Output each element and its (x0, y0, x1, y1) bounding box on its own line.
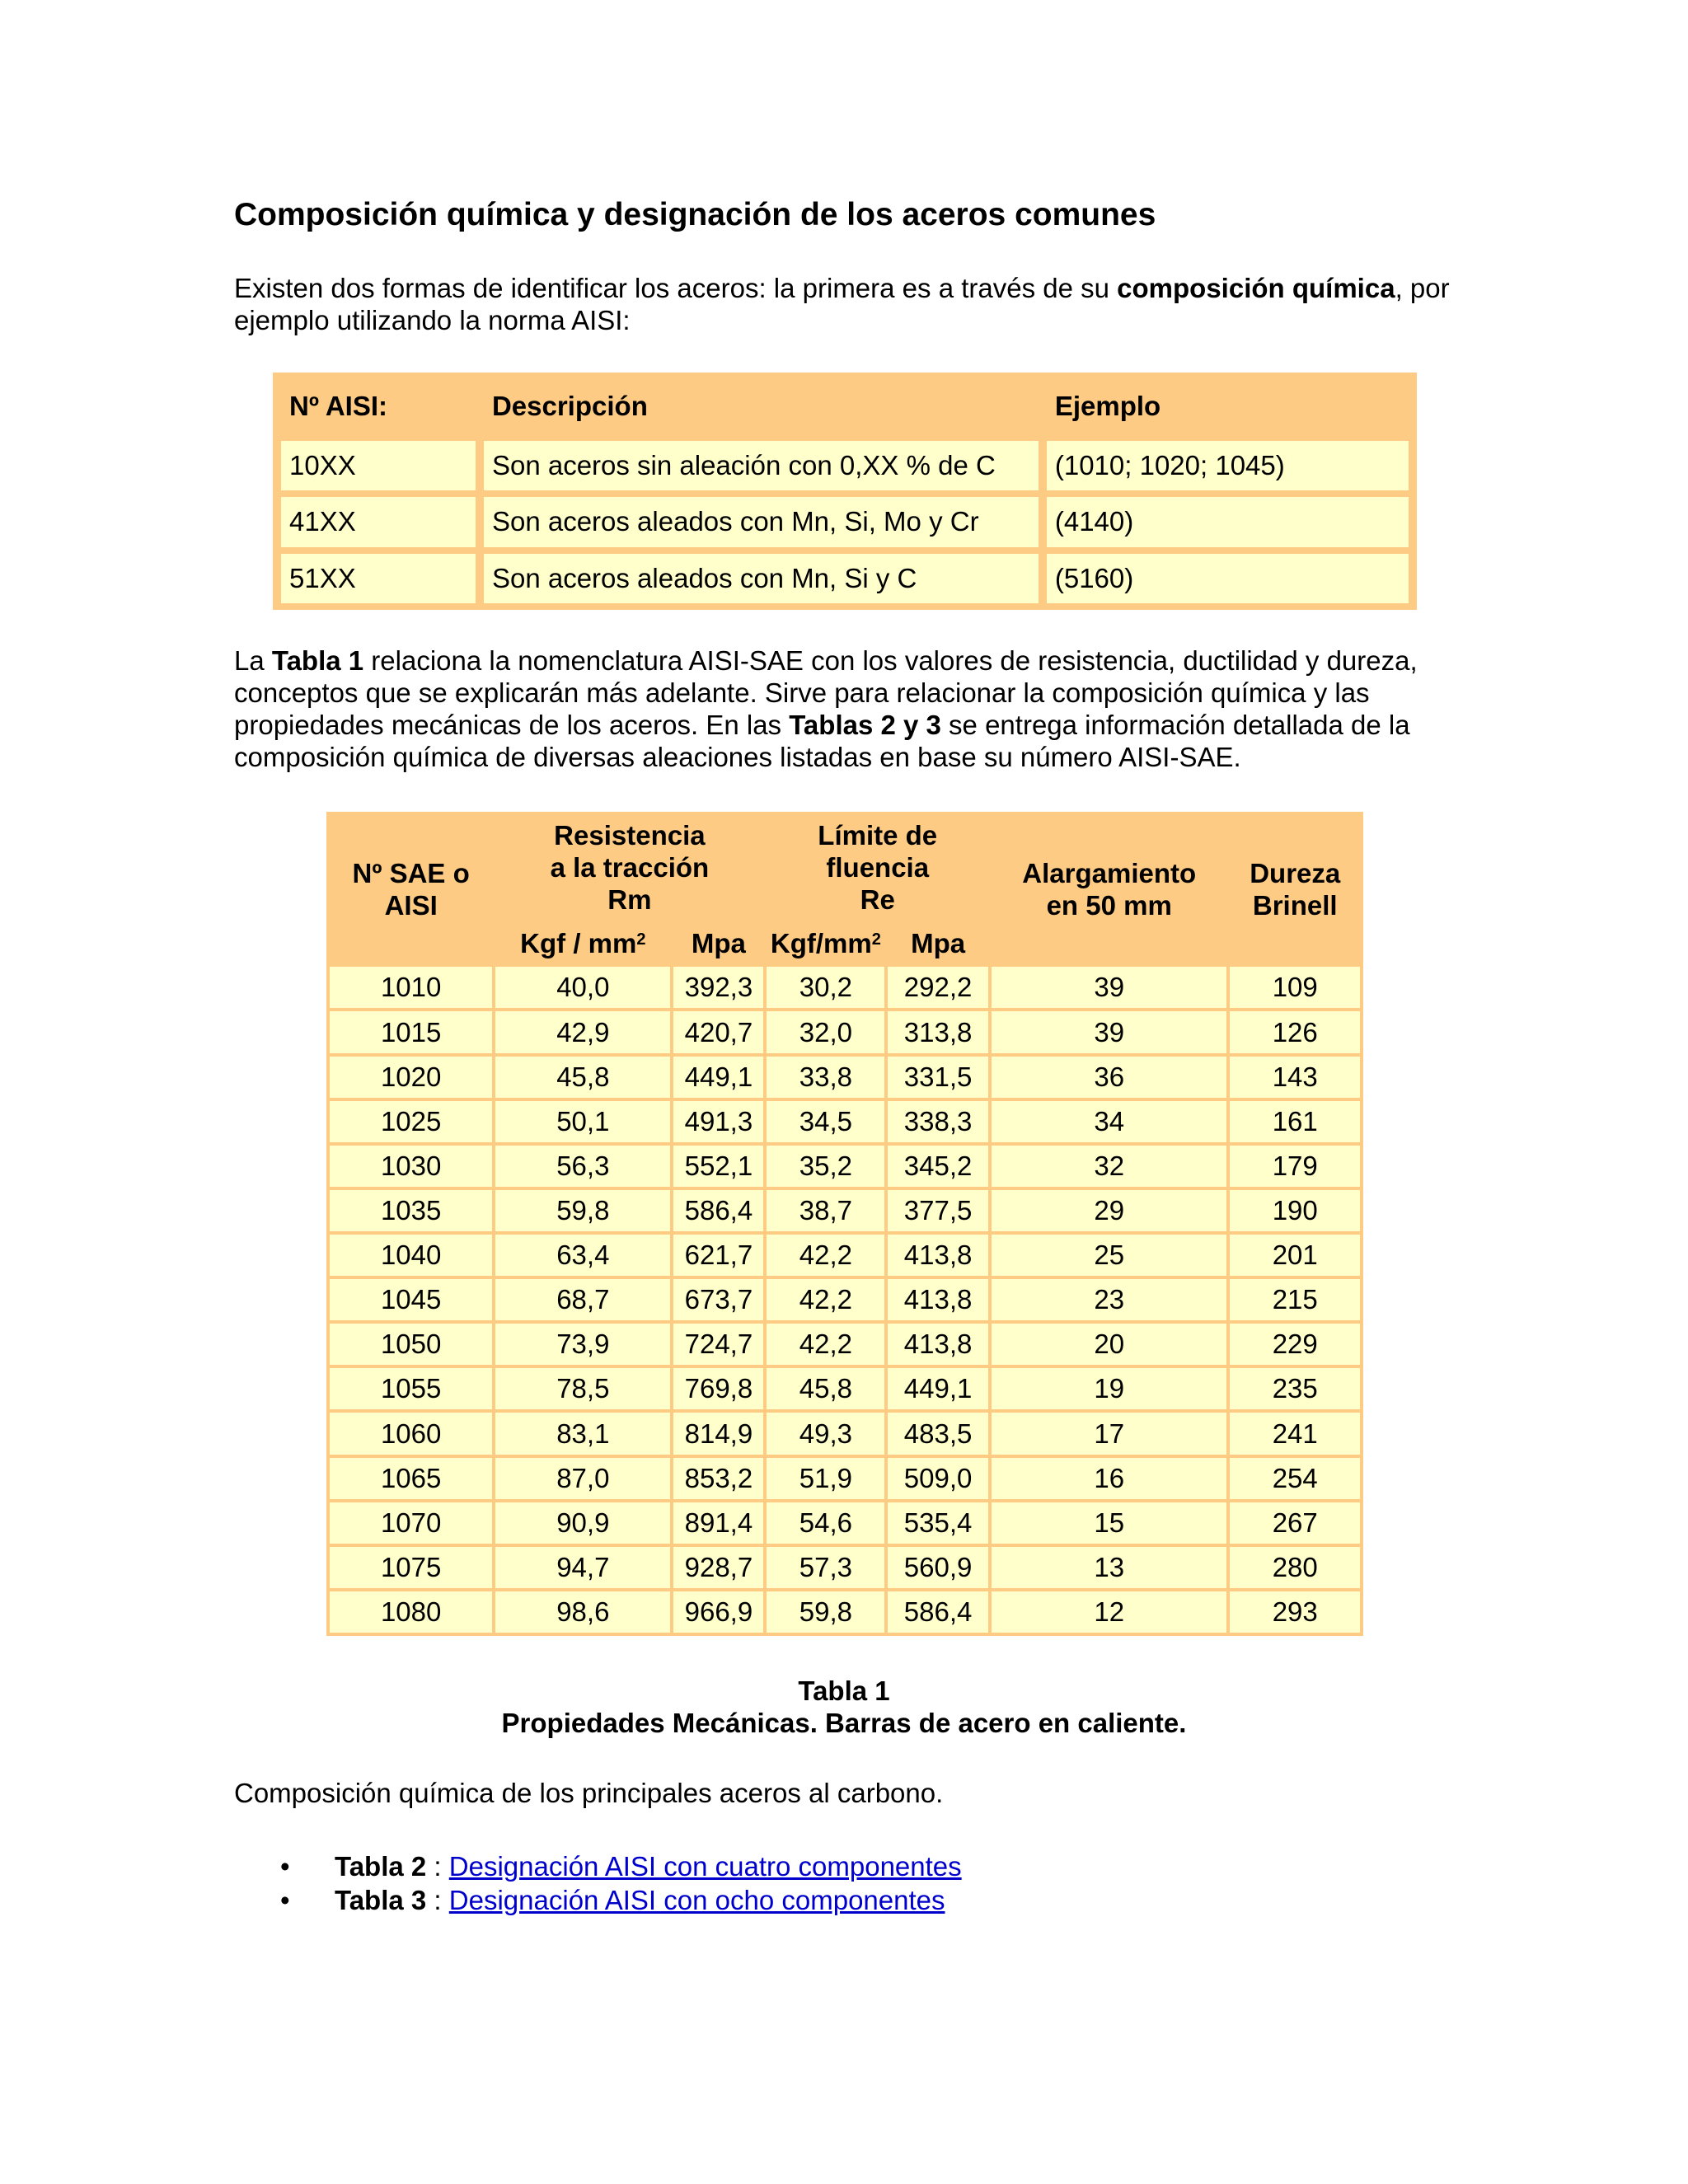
table-cell: 190 (1230, 1190, 1360, 1231)
table-cell: 280 (1230, 1547, 1360, 1588)
table-cell: 966,9 (673, 1591, 763, 1633)
table-row (330, 1547, 1360, 1588)
table-cell: 254 (1230, 1458, 1360, 1499)
table-cell: 267 (1230, 1502, 1360, 1544)
aisi-header-row (281, 379, 1409, 434)
aisi-cell: 41XX (281, 497, 476, 546)
unit-kgf-re: Kgf/$mm^2$ (767, 922, 884, 963)
table-cell: 293 (1230, 1591, 1360, 1633)
intro-text-a: Existen dos formas de identificar los aceros: la primera es a través de su (234, 273, 1118, 303)
sae-header-row (330, 815, 1360, 919)
table-row (330, 1458, 1360, 1499)
bullet-icon: • (280, 1851, 290, 1882)
table-cell: 16 (992, 1458, 1226, 1499)
table-cell: 13 (992, 1547, 1226, 1588)
table-cell: 449,1 (673, 1057, 763, 1098)
table-cell: 20 (992, 1324, 1226, 1365)
table-cell: 32 (992, 1146, 1226, 1187)
table-cell: 1025 (330, 1101, 492, 1142)
list-item (280, 1883, 962, 1917)
table-cell: 42,2 (767, 1235, 884, 1276)
table-cell: 229 (1230, 1324, 1360, 1365)
table-row (330, 1190, 1360, 1231)
table-cell: 1070 (330, 1502, 492, 1544)
caption-subtitle: Propiedades Mecánicas. Barras de acero en caliente. (501, 1708, 1187, 1738)
table-cell: 17 (992, 1413, 1226, 1454)
table-cell: 73,9 (495, 1324, 670, 1365)
table-cell: 1060 (330, 1413, 492, 1454)
table-cell: 724,7 (673, 1324, 763, 1365)
sae-properties-table (326, 812, 1363, 1636)
aisi-row (281, 441, 1409, 490)
table-cell: 15 (992, 1502, 1226, 1544)
aisi-cell: Son aceros aleados con Mn, Si, Mo y Cr (484, 497, 1039, 546)
sae-header-re: Límite de fluencia Re (767, 815, 987, 919)
table-row (330, 1101, 1360, 1142)
table-cell: 586,4 (888, 1591, 988, 1633)
aisi-cell: (1010; 1020; 1045) (1047, 441, 1409, 490)
para2-bold-tabla1: Tabla 1 (271, 645, 364, 676)
table-cell: 377,5 (888, 1190, 988, 1231)
table-cell: 1080 (330, 1591, 492, 1633)
table-cell: 814,9 (673, 1413, 763, 1454)
table-cell: 1065 (330, 1458, 492, 1499)
table-row (330, 1011, 1360, 1052)
table-cell: 1035 (330, 1190, 492, 1231)
table-cell: 32,0 (767, 1011, 884, 1052)
list-item-separator: : (426, 1885, 449, 1915)
table-cell: 68,7 (495, 1279, 670, 1320)
table-caption (234, 1675, 1454, 1739)
table-cell: 420,7 (673, 1011, 763, 1052)
aisi-cell: Son aceros aleados con Mn, Si y C (484, 554, 1039, 603)
table-cell: 59,8 (495, 1190, 670, 1231)
table-cell: 109 (1230, 967, 1360, 1008)
table-cell: 201 (1230, 1235, 1360, 1276)
table-cell: 51,9 (767, 1458, 884, 1499)
tabla-description-paragraph (234, 644, 1470, 773)
table-cell: 1010 (330, 967, 492, 1008)
table-cell: 1020 (330, 1057, 492, 1098)
table-cell: 19 (992, 1368, 1226, 1409)
unit-mpa-rm: Mpa (673, 922, 763, 963)
para2-text-e: se entrega información detallada de la composición química de diversas aleaciones listadas en base su número AISI-SAE. (234, 710, 1410, 772)
aisi-cell: (5160) (1047, 554, 1409, 603)
table-cell: 621,7 (673, 1235, 763, 1276)
para2-text-a: La (234, 645, 272, 676)
table-cell: 161 (1230, 1101, 1360, 1142)
table-row (330, 1591, 1360, 1633)
table-cell: 25 (992, 1235, 1226, 1276)
table-cell: 928,7 (673, 1547, 763, 1588)
page-title: Composición química y designación de los aceros comunes (234, 197, 1156, 232)
table-cell: 143 (1230, 1057, 1360, 1098)
sae-table-body (330, 967, 1360, 1633)
table-cell: 338,3 (888, 1101, 988, 1142)
table-cell: 78,5 (495, 1368, 670, 1409)
table-cell: 34,5 (767, 1101, 884, 1142)
table-cell: 34 (992, 1101, 1226, 1142)
aisi-header-cell: Nº AISI: (281, 379, 476, 434)
list-item-label: Tabla 3 (335, 1885, 427, 1915)
table-cell: 1040 (330, 1235, 492, 1276)
table-cell: 126 (1230, 1011, 1360, 1052)
table-row (330, 1413, 1360, 1454)
table-cell: 45,8 (767, 1368, 884, 1409)
sae-header-alargamiento: Alargamiento en 50 mm (992, 815, 1226, 963)
table-cell: 50,1 (495, 1101, 670, 1142)
table-cell: 1030 (330, 1146, 492, 1187)
table-cell: 38,7 (767, 1190, 884, 1231)
table-cell: 586,4 (673, 1190, 763, 1231)
table-cell: 59,8 (767, 1591, 884, 1633)
table-row (330, 1324, 1360, 1365)
table-cell: 853,2 (673, 1458, 763, 1499)
table-cell: 42,9 (495, 1011, 670, 1052)
aisi-header-cell: Descripción (484, 379, 1039, 434)
table-cell: 36 (992, 1057, 1226, 1098)
table-cell: 1075 (330, 1547, 492, 1588)
list-item-separator: : (426, 1851, 449, 1882)
table-cell: 535,4 (888, 1502, 988, 1544)
table-cell: 12 (992, 1591, 1226, 1633)
bullet-icon: • (280, 1885, 290, 1915)
table-cell: 39 (992, 967, 1226, 1008)
table-row (330, 1057, 1360, 1098)
table-row (330, 1146, 1360, 1187)
link-tabla-3[interactable]: Designación AISI con ocho componentes (448, 1885, 945, 1915)
aisi-row (281, 554, 1409, 603)
aisi-cell: 10XX (281, 441, 476, 490)
table-cell: 413,8 (888, 1279, 988, 1320)
table-cell: 509,0 (888, 1458, 988, 1499)
table-cell: 1015 (330, 1011, 492, 1052)
table-cell: 483,5 (888, 1413, 988, 1454)
intro-paragraph (234, 272, 1470, 336)
table-row (330, 1502, 1360, 1544)
table-cell: 40,0 (495, 967, 670, 1008)
table-cell: 42,2 (767, 1279, 884, 1320)
table-cell: 98,6 (495, 1591, 670, 1633)
intro-text-b: , por ejemplo utilizando la norma AISI: (234, 273, 1450, 335)
table-cell: 35,2 (767, 1146, 884, 1187)
sae-header-rm: Resistencia a la tracción Rm (495, 815, 763, 919)
table-cell: 769,8 (673, 1368, 763, 1409)
tables-list (280, 1849, 962, 1917)
composition-paragraph: Composición química de los principales aceros al carbono. (234, 1778, 944, 1808)
table-cell: 90,9 (495, 1502, 670, 1544)
table-cell: 94,7 (495, 1547, 670, 1588)
link-tabla-2[interactable]: Designación AISI con cuatro componentes (448, 1851, 962, 1882)
table-cell: 45,8 (495, 1057, 670, 1098)
table-cell: 87,0 (495, 1458, 670, 1499)
para2-text-c: relaciona la nomenclatura AISI-SAE con los valores de resistencia, ductilidad y dureza, conceptos que se explicarán más adelante. Sirve para relacionar la composición química y las propiedades mecánicas de los aceros. En las (234, 645, 1418, 740)
table-cell: 56,3 (495, 1146, 670, 1187)
table-cell: 673,7 (673, 1279, 763, 1320)
table-cell: 449,1 (888, 1368, 988, 1409)
table-cell: 292,2 (888, 967, 988, 1008)
aisi-row (281, 497, 1409, 546)
table-row (330, 967, 1360, 1008)
caption-title: Tabla 1 (798, 1675, 890, 1706)
list-item-label: Tabla 2 (335, 1851, 427, 1882)
table-cell: 39 (992, 1011, 1226, 1052)
table-cell: 241 (1230, 1413, 1360, 1454)
table-cell: 63,4 (495, 1235, 670, 1276)
table-cell: 49,3 (767, 1413, 884, 1454)
table-cell: 33,8 (767, 1057, 884, 1098)
table-row (330, 1235, 1360, 1276)
aisi-table (273, 373, 1417, 610)
table-cell: 413,8 (888, 1324, 988, 1365)
table-cell: 331,5 (888, 1057, 988, 1098)
table-cell: 491,3 (673, 1101, 763, 1142)
table-row (330, 1368, 1360, 1409)
table-cell: 891,4 (673, 1502, 763, 1544)
table-cell: 54,6 (767, 1502, 884, 1544)
unit-kgf-rm: Kgf / $mm^2$ (495, 922, 670, 963)
table-row (330, 1279, 1360, 1320)
table-cell: 57,3 (767, 1547, 884, 1588)
table-cell: 552,1 (673, 1146, 763, 1187)
table-cell: 215 (1230, 1279, 1360, 1320)
aisi-cell: Son aceros sin aleación con 0,XX % de C (484, 441, 1039, 490)
table-cell: 23 (992, 1279, 1226, 1320)
table-cell: 30,2 (767, 967, 884, 1008)
unit-mpa-re: Mpa (888, 922, 988, 963)
aisi-header-cell: Ejemplo (1047, 379, 1409, 434)
table-cell: 83,1 (495, 1413, 670, 1454)
table-cell: 42,2 (767, 1324, 884, 1365)
aisi-cell: (4140) (1047, 497, 1409, 546)
intro-text-bold: composición química (1117, 273, 1395, 303)
table-cell: 392,3 (673, 967, 763, 1008)
table-cell: 345,2 (888, 1146, 988, 1187)
table-cell: 1050 (330, 1324, 492, 1365)
table-cell: 29 (992, 1190, 1226, 1231)
sae-header-number: Nº SAE o AISI (330, 815, 492, 963)
list-item (280, 1849, 962, 1883)
aisi-cell: 51XX (281, 554, 476, 603)
table-cell: 179 (1230, 1146, 1360, 1187)
sae-header-dureza: Dureza Brinell (1230, 815, 1360, 963)
table-cell: 413,8 (888, 1235, 988, 1276)
table-cell: 560,9 (888, 1547, 988, 1588)
para2-bold-tablas23: Tablas 2 y 3 (789, 710, 941, 740)
table-cell: 1055 (330, 1368, 492, 1409)
table-cell: 1045 (330, 1279, 492, 1320)
table-cell: 313,8 (888, 1011, 988, 1052)
table-cell: 235 (1230, 1368, 1360, 1409)
